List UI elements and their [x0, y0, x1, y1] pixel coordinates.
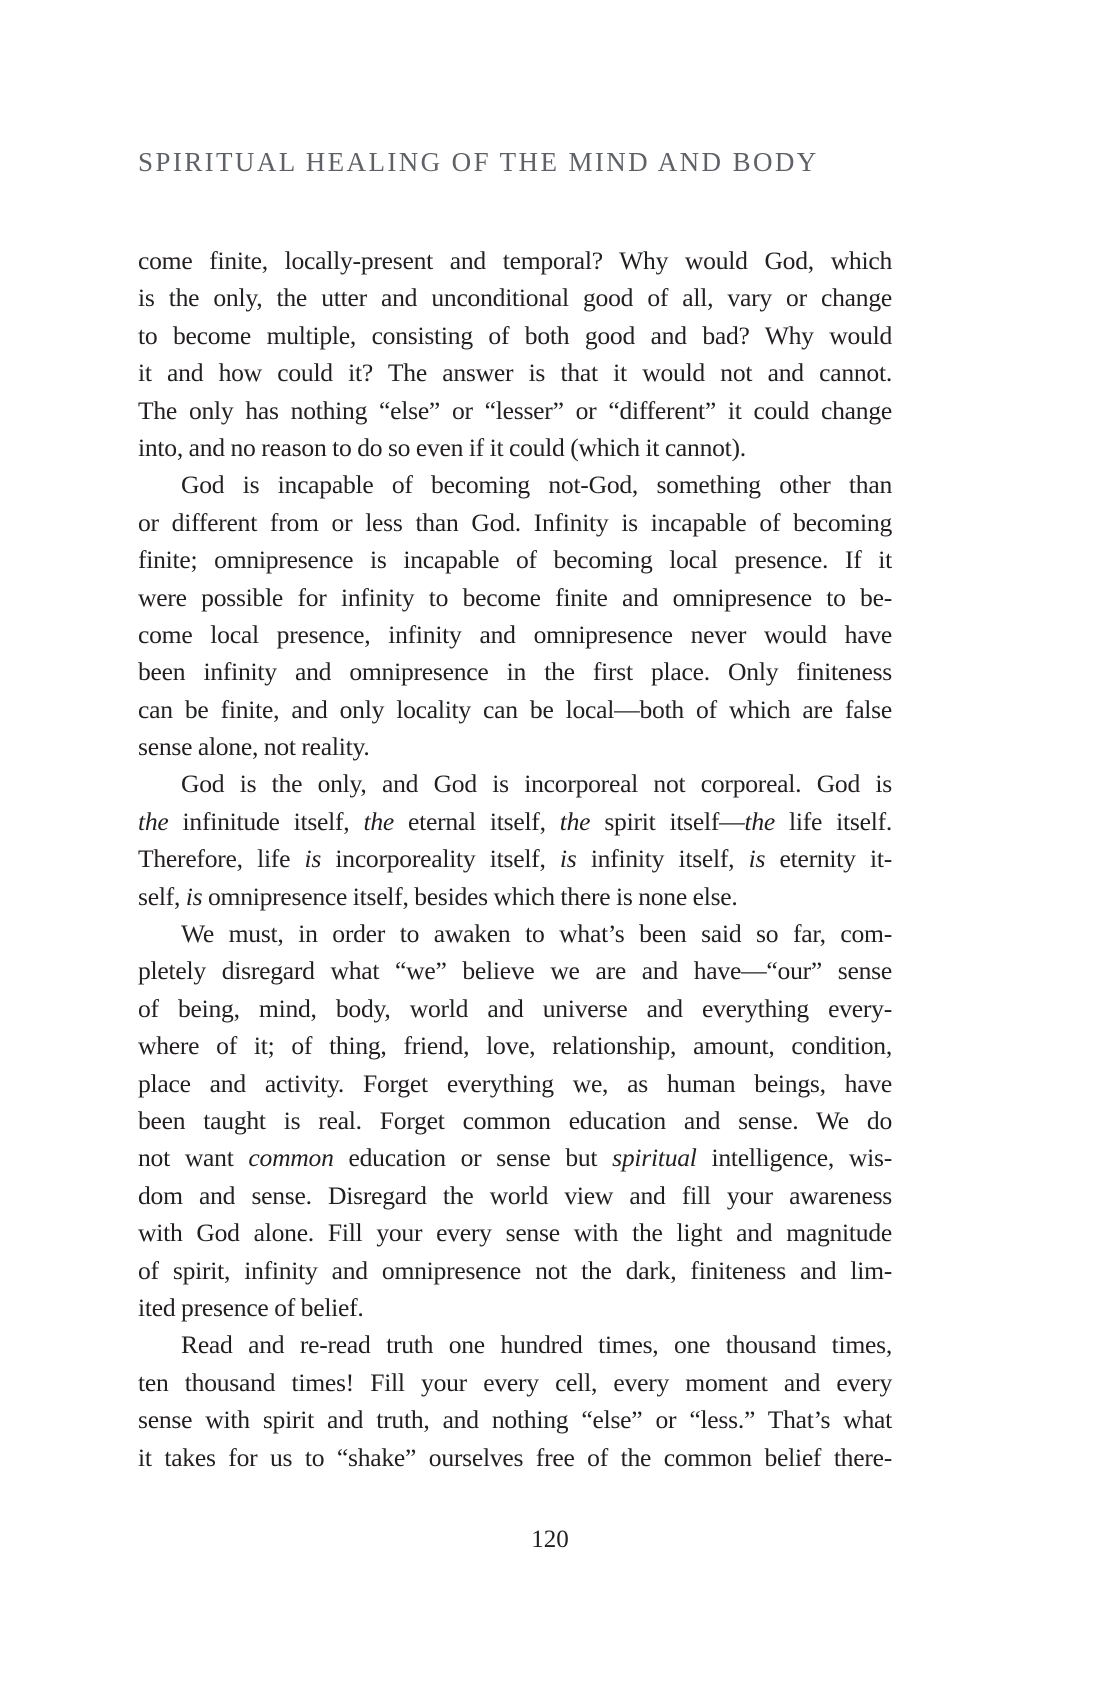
text-line: [138, 616, 892, 653]
paragraph: [138, 466, 892, 765]
text-segment: place and activity. Forget everything we, as human beings, have: [138, 1068, 892, 1098]
text-segment: come local presence, infinity and omnipresence never would have: [138, 619, 892, 649]
paragraph: [138, 1326, 892, 1476]
text-line: [138, 840, 892, 877]
text-segment: been taught is real. Forget common education and sense. We do: [138, 1105, 892, 1135]
text-segment: God is incapable of becoming not-God, something other than: [181, 470, 892, 500]
text-line: [138, 1139, 892, 1176]
text-line: [138, 1102, 892, 1139]
running-head: SPIRITUAL HEALING OF THE MIND AND BODY: [138, 147, 819, 177]
text-segment: can be finite, and only locality can be local—both of which are false: [138, 694, 892, 724]
italic-text: is: [185, 881, 203, 911]
text-line: [138, 1214, 892, 1251]
italic-text: is: [748, 844, 766, 874]
text-segment: were possible for infinity to become finite and omnipresence to be-: [138, 582, 892, 612]
text-line: [138, 1027, 892, 1064]
text-line: [138, 354, 892, 391]
text-segment: into, and no reason to do so even if it could (which it cannot).: [138, 432, 746, 462]
italic-text: spiritual: [612, 1143, 697, 1173]
text-segment: been infinity and omnipresence in the first place. Only finiteness: [138, 657, 892, 687]
text-line: [138, 429, 892, 466]
text-segment: is the only, the utter and unconditional good of all, vary or change: [138, 283, 892, 313]
text-line: [138, 579, 892, 616]
paragraph: [138, 242, 892, 466]
text-line: [138, 504, 892, 541]
text-line: [138, 952, 892, 989]
body-text: [138, 242, 892, 1476]
text-segment: eternal itself,: [393, 806, 560, 836]
text-segment: with God alone. Fill your every sense with the light and magnitude: [138, 1218, 892, 1248]
italic-text: is: [559, 844, 577, 874]
text-segment: infinitude itself,: [168, 806, 364, 836]
text-segment: The only has nothing “else” or “lesser” or “different” it could change: [138, 395, 892, 425]
text-line: [138, 1252, 892, 1289]
text-line: [138, 1364, 892, 1401]
text-line: [138, 653, 892, 690]
page-number: 120: [531, 1526, 569, 1553]
text-segment: where of it; of thing, friend, love, relationship, amount, condition,: [138, 1031, 892, 1061]
text-line: [138, 765, 892, 802]
text-line: [138, 242, 892, 279]
text-segment: of spirit, infinity and omnipresence not the dark, finiteness and lim-: [138, 1255, 892, 1285]
text-line: [138, 1401, 892, 1438]
text-segment: it takes for us to “shake” ourselves free of the common belief there-: [138, 1442, 892, 1472]
text-segment: We must, in order to awaken to what’s been said so far, com-: [181, 919, 892, 949]
text-line: [138, 803, 892, 840]
text-segment: of being, mind, body, world and universe and everything every-: [138, 993, 892, 1023]
text-segment: sense alone, not reality.: [138, 732, 370, 762]
text-line: [138, 990, 892, 1027]
text-segment: God is the only, and God is incorporeal not corporeal. God is: [181, 769, 892, 799]
text-segment: come finite, locally-present and temporal? Why would God, which: [138, 246, 892, 275]
text-line: [138, 541, 892, 578]
text-segment: education or sense but: [333, 1143, 613, 1173]
text-line: [138, 1289, 892, 1326]
text-segment: omnipresence itself, besides which there is none else.: [202, 881, 738, 911]
text-segment: life itself.: [775, 806, 892, 836]
text-segment: incorporeality itself,: [321, 844, 560, 874]
italic-text: the: [744, 806, 776, 836]
italic-text: common: [248, 1143, 334, 1173]
text-segment: ited presence of belief.: [138, 1292, 364, 1322]
text-segment: infinity itself,: [576, 844, 749, 874]
text-segment: to become multiple, consisting of both good and bad? Why would: [138, 320, 892, 350]
text-segment: sense with spirit and truth, and nothing “else” or “less.” That’s what: [138, 1405, 892, 1435]
text-line: [138, 1177, 892, 1214]
paragraph: [138, 915, 892, 1326]
text-line: [138, 878, 892, 915]
italic-text: the: [138, 806, 169, 836]
italic-text: the: [559, 806, 591, 836]
text-line: [138, 466, 892, 503]
text-segment: spirit itself—: [590, 806, 745, 836]
text-line: [138, 1326, 892, 1363]
text-line: [138, 317, 892, 354]
text-segment: it and how could it? The answer is that it would not and cannot.: [138, 358, 892, 388]
text-segment: or different from or less than God. Infinity is incapable of becoming: [138, 507, 892, 537]
italic-text: the: [363, 806, 394, 836]
text-segment: intelligence, wis-: [696, 1143, 892, 1173]
text-segment: ten thousand times! Fill your every cell, every moment and every: [138, 1367, 892, 1397]
paragraph: [138, 765, 892, 915]
text-segment: Therefore, life: [138, 844, 305, 874]
text-segment: finite; omnipresence is incapable of becoming local presence. If it: [138, 545, 892, 575]
text-line: [138, 915, 892, 952]
text-segment: eternity it-: [765, 844, 892, 874]
text-line: [138, 1065, 892, 1102]
text-line: [138, 691, 892, 728]
text-line: [138, 728, 892, 765]
text-segment: self,: [138, 881, 186, 911]
text-line: [138, 1439, 892, 1476]
text-segment: dom and sense. Disregard the world view and fill your awareness: [138, 1180, 892, 1210]
text-segment: not want: [138, 1143, 249, 1173]
text-line: [138, 279, 892, 316]
italic-text: is: [304, 844, 322, 874]
text-segment: Read and re-read truth one hundred times, one thousand times,: [181, 1330, 892, 1360]
text-line: [138, 392, 892, 429]
text-segment: pletely disregard what “we” believe we are and have—“our” sense: [138, 956, 892, 986]
